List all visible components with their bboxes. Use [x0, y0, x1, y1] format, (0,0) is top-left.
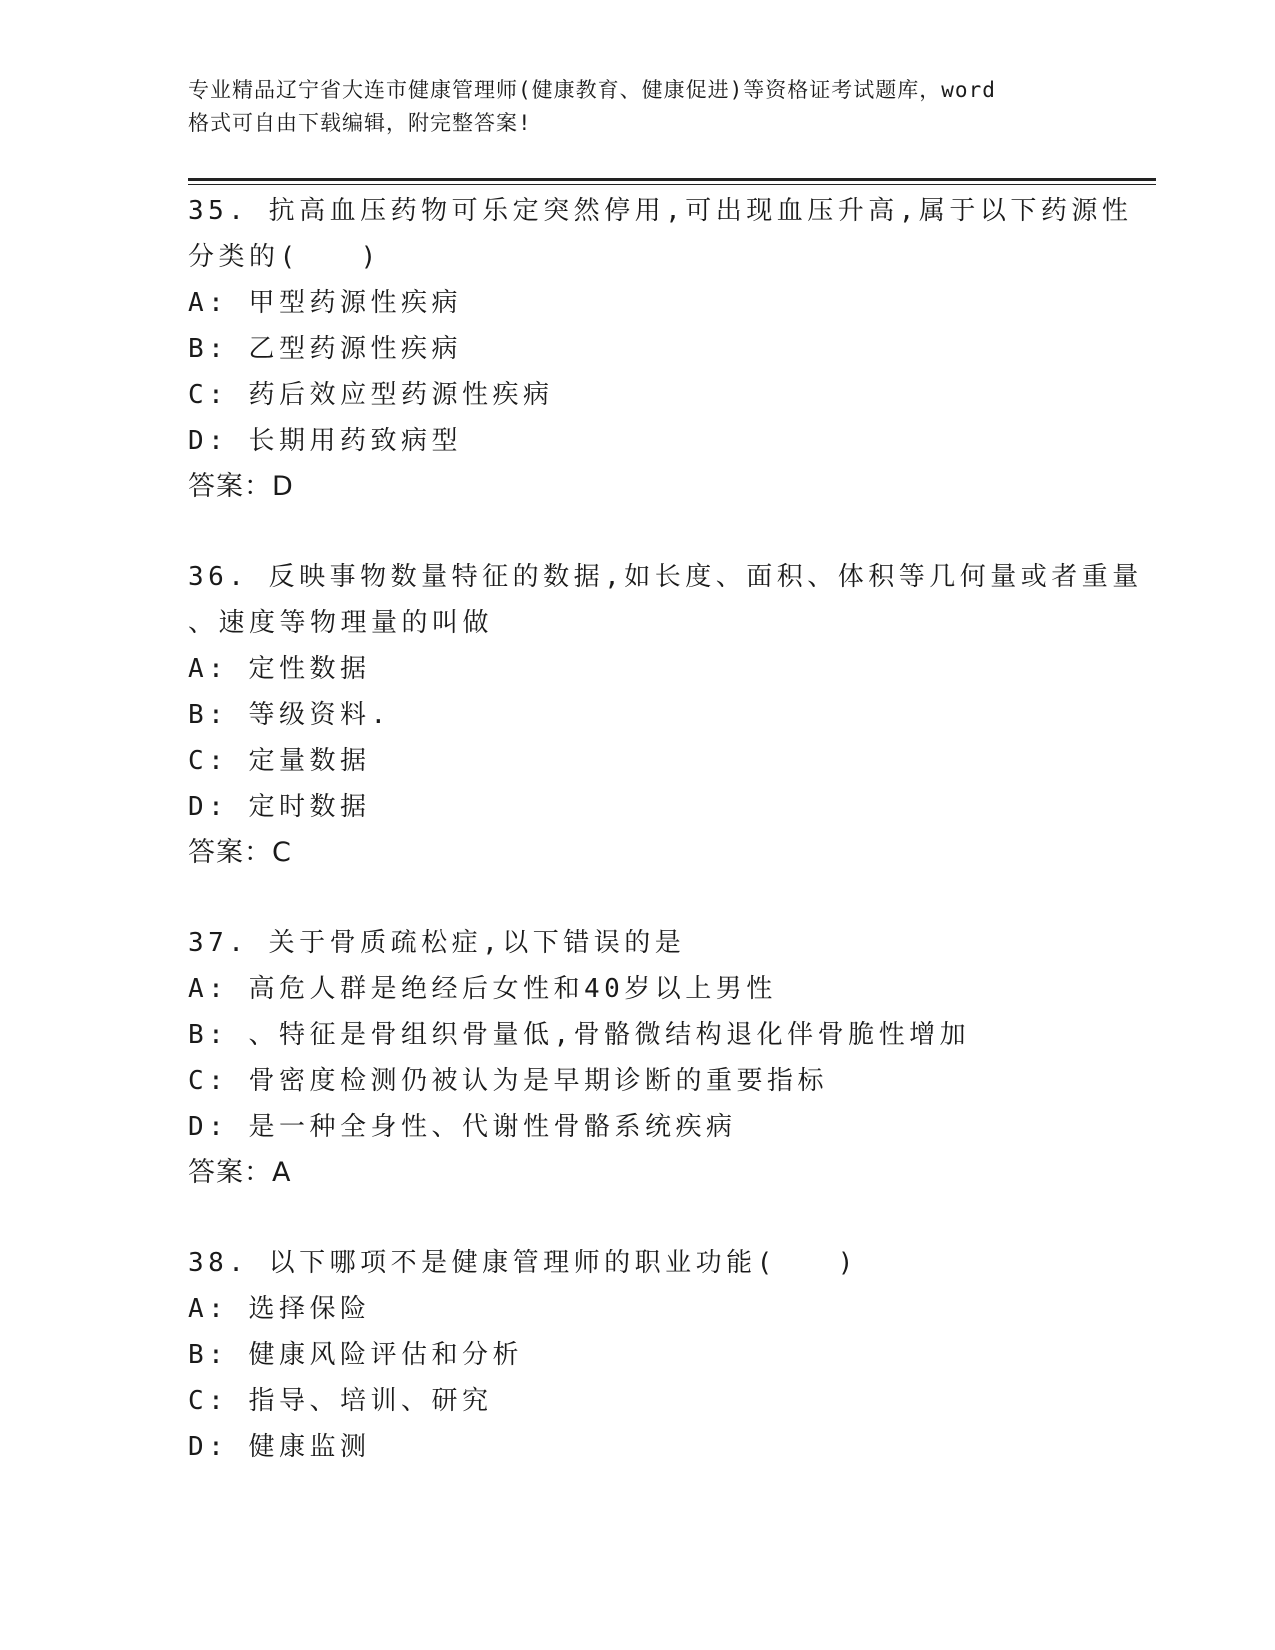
option-d: D: 健康监测 [188, 1432, 371, 1462]
option-a: A: 定性数据 [188, 654, 371, 684]
header-divider-thin [188, 184, 1156, 185]
option-d: D: 定时数据 [188, 792, 371, 822]
option-b: B: 等级资料. [188, 700, 391, 730]
option-b: B: 健康风险评估和分析 [188, 1340, 523, 1370]
question-stem: 35. 抗高血压药物可乐定突然停用,可出现血压升高,属于以下药源性 [188, 196, 1133, 226]
option-b: B: 、特征是骨组织骨量低,骨骼微结构退化伴骨脆性增加 [188, 1020, 971, 1050]
question-36 [188, 554, 1143, 876]
question-stem: 37. 关于骨质疏松症,以下错误的是 [188, 928, 686, 958]
answer-line: 答案：C [188, 837, 292, 868]
header-line-2: 格式可自由下载编辑，附完整答案! [188, 111, 532, 135]
option-d: D: 长期用药致病型 [188, 426, 462, 456]
document-header [188, 74, 1088, 140]
option-c: C: 指导、培训、研究 [188, 1386, 493, 1416]
option-c: C: 药后效应型药源性疾病 [188, 380, 554, 410]
option-c: C: 定量数据 [188, 746, 371, 776]
option-b: B: 乙型药源性疾病 [188, 334, 462, 364]
answer-line: 答案：A [188, 1157, 292, 1188]
option-a: A: 甲型药源性疾病 [188, 288, 462, 318]
option-a: A: 高危人群是绝经后女性和40岁以上男性 [188, 974, 777, 1004]
question-38 [188, 1240, 1138, 1470]
question-35 [188, 188, 1138, 510]
question-list [188, 188, 1143, 1470]
option-c: C: 骨密度检测仍被认为是早期诊断的重要指标 [188, 1066, 828, 1096]
question-stem: 36. 反映事物数量特征的数据,如长度、面积、体积等几何量或者重量 [188, 562, 1143, 592]
question-stem: 分类的( ) [188, 242, 381, 272]
question-37 [188, 920, 1138, 1196]
header-divider-thick [188, 178, 1156, 181]
option-d: D: 是一种全身性、代谢性骨骼系统疾病 [188, 1112, 737, 1142]
question-stem: 、速度等物理量的叫做 [188, 608, 494, 638]
option-a: A: 选择保险 [188, 1294, 371, 1324]
answer-line: 答案：D [188, 471, 294, 502]
header-line-1: 专业精品辽宁省大连市健康管理师(健康教育、健康促进)等资格证考试题库，word [188, 78, 996, 102]
question-stem: 38. 以下哪项不是健康管理师的职业功能( ) [188, 1248, 858, 1278]
